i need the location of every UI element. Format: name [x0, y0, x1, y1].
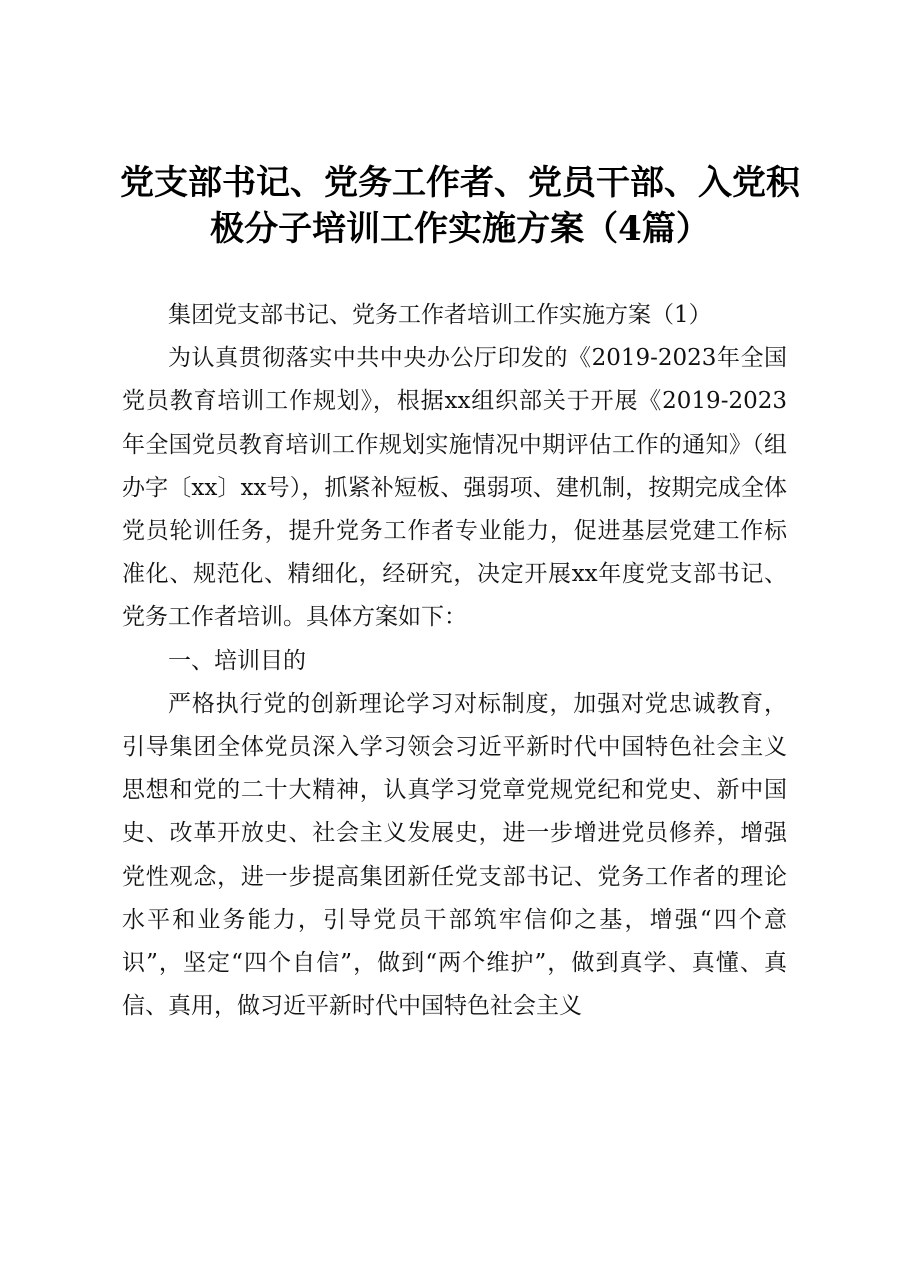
section-heading-plan-1: 集团党支部书记、党务工作者培训工作实施方案（1） [168, 302, 712, 328]
title-line-1: 党支部书记、党务工作者、党员干部、入党积 [120, 163, 800, 203]
title-line-2: 极分子培训工作实施方案（4篇） [210, 209, 710, 249]
section-heading-training-purpose: 一、培训目的 [168, 647, 306, 674]
training-purpose-paragraph: 严格执行党的创新理论学习对标制度，加强对党忠诚教育，引导集团全体党员深入学习领会习近平新时代中国特色社会主义思想和党的二十大精神，认真学习党章党规党纪和党史、新中国史、改革开放史、社会主义发展史，进一步增进党员修养，增强党性观念，进一步提高集团新任党支部书记、党务工作者的理论水平和业务能力，引导党员干部筑牢信仰之基，增强“四个意识”，坚定“四个自信”，做到“两个维护”，做到真学、真懂、真信、真用，做习近平新时代中国特色社会主义 [122, 690, 787, 1020]
intro-paragraph: 为认真贯彻落实中共中央办公厅印发的《2019-2023年全国党员教育培训工作规划》，根据xx组织部关于开展《2019-2023年全国党员教育培训工作规划实施情况中期评估工作的通知》（组办字〔xx〕xx号），抓紧补短板、强弱项、建机制，按期完成全体党员轮训任务，提升党务工作者专业能力，促进基层党建工作标准化、规范化、精细化，经研究，决定开展xx年度党支部书记、党务工作者培训。具体方案如下： [122, 345, 787, 631]
document-body [122, 294, 787, 1028]
document-title [110, 160, 810, 252]
